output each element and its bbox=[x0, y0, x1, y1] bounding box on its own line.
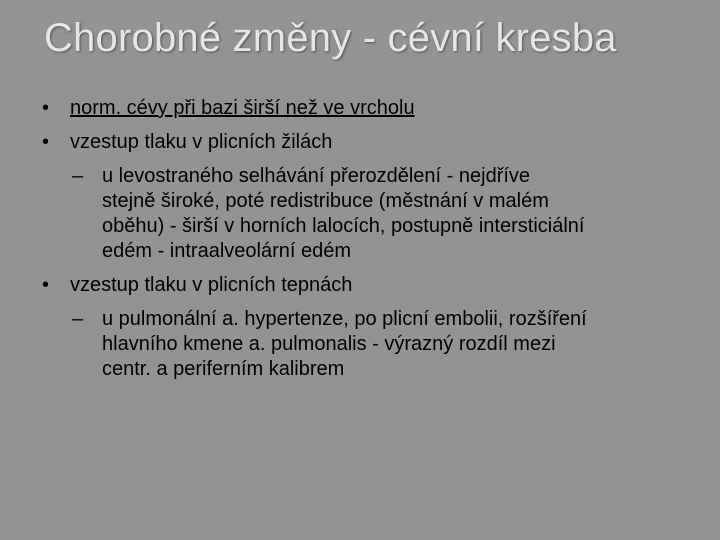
sub-bullet-line: hlavního kmene a. pulmonalis - výrazný rozdíl mezi bbox=[102, 333, 556, 355]
sub-bullet-line: oběhu) - širší v horních lalocích, postupně intersticiální bbox=[102, 215, 585, 237]
bullet-text: norm. cévy při bazi širší než ve vrcholu bbox=[70, 97, 415, 119]
bullet-marker: • bbox=[42, 274, 50, 296]
sub-bullet-line: edém - intraalveolární edém bbox=[102, 240, 352, 262]
sub-bullet-line: centr. a periferním kalibrem bbox=[102, 358, 345, 380]
sub-bullet-line: stejně široké, poté redistribuce (městnání v malém bbox=[102, 190, 549, 212]
bullet-item bbox=[0, 96, 720, 121]
bullet-item bbox=[0, 130, 720, 155]
bullet-marker: • bbox=[42, 131, 50, 153]
slide-content bbox=[0, 96, 720, 382]
bullet-item bbox=[0, 273, 720, 298]
bullet-marker: • bbox=[42, 97, 50, 119]
slide-title: Chorobné změny - cévní kresba bbox=[44, 16, 617, 60]
sub-bullet-line: u pulmonální a. hypertenze, po plicní embolii, rozšíření bbox=[102, 308, 587, 330]
bullet-text: vzestup tlaku v plicních žilách bbox=[70, 131, 333, 153]
sub-bullet-line: u levostraného selhávání přerozdělení - nejdříve bbox=[102, 165, 531, 187]
sub-bullet-item bbox=[0, 307, 720, 382]
sub-bullet-marker: – bbox=[72, 308, 84, 330]
sub-bullet-marker: – bbox=[72, 165, 84, 187]
sub-bullet-item bbox=[0, 164, 720, 264]
bullet-text: vzestup tlaku v plicních tepnách bbox=[70, 274, 353, 296]
